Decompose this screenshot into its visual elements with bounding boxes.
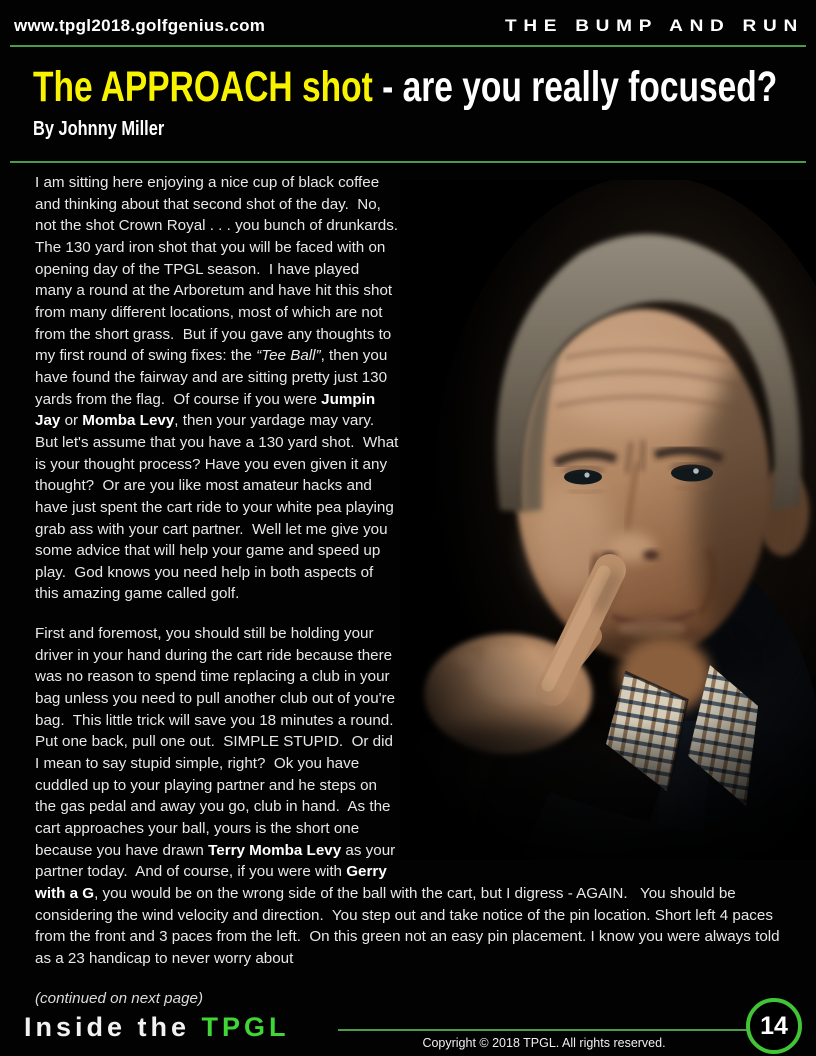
page-number-badge xyxy=(746,998,802,1054)
article-title xyxy=(33,63,778,111)
footer-divider xyxy=(338,1029,750,1031)
footer-brand-white: Inside the xyxy=(24,1012,202,1042)
article-body xyxy=(35,172,791,1027)
byline: By Johnny Miller xyxy=(33,118,165,140)
paragraph-1: I am sitting here enjoying a nice cup of black coffee and thinking about that second shot of the day. No, not the shot Crown Royal . . . you bunch of drunkards. The 130 yard iron shot that you will be faced with on opening day of the TPGL season. I have played many a round at the Arboretum and have hit this shot from many different locations, most of which are not from the short grass. But if you gave any thoughts to my first round of swing fixes: the “Tee Ball”, then you have found the fairway and are sitting pretty just 130 yards from the flag. Of course if you were Jumpin Jay or Momba Levy, then your yardage may vary. But let's assume that you have a 130 yard shot. What is your thought process? Have you even given it any thought? Or are you like most amateur hacks and have just spent the cart ride to your white pea playing grab ass with your cart partner. Well let me give you some advice that will help your game and speed up play. God knows you need help in both aspects of this amazing game called golf. xyxy=(35,174,407,603)
copyright-text: Copyright © 2018 TPGL. All rights reserved. xyxy=(422,1036,666,1050)
footer-brand-green: TPGL xyxy=(201,1012,290,1042)
page-number: 14 xyxy=(760,1011,788,1040)
title-divider xyxy=(10,161,806,163)
photo-wrap-spacer xyxy=(400,172,791,862)
continued-note: (continued on next page) xyxy=(35,989,204,1007)
paragraph-2: First and foremost, you should still be holding your driver in your hand during the cart ride because there was no reason to spend time replacing a club in your bag unless you need to pull another club out of you're bag. This little trick will save you 18 minutes a round. Put one back, pull one out. SIMPLE STUPID. Or did I mean to say stupid simple, right? Ok you have cuddled up to your playing partner and he steps on the gas pedal and away you go, club in hand. As the cart approaches your ball, yours is the short one because you have drawn Terry Momba Levy as your partner today. And of course, if you were with Gerry with a G, you would be on the wrong side of the ball with the cart, but I digress - AGAIN. You should be considering the wind velocity and direction. You step out and take notice of the pin location. Short left 4 paces from the front and 3 paces from the left. On this green not an easy pin placement. I know you were always told as a 23 handicap to never worry about xyxy=(35,625,784,967)
masthead-title: THE BUMP AND RUN xyxy=(505,16,804,35)
title-block xyxy=(33,63,816,141)
title-sub: - are you really focused? xyxy=(372,63,778,111)
header-divider xyxy=(10,45,806,47)
title-main: The APPROACH shot xyxy=(33,63,373,111)
site-url[interactable]: www.tpgl2018.golfgenius.com xyxy=(14,16,266,35)
